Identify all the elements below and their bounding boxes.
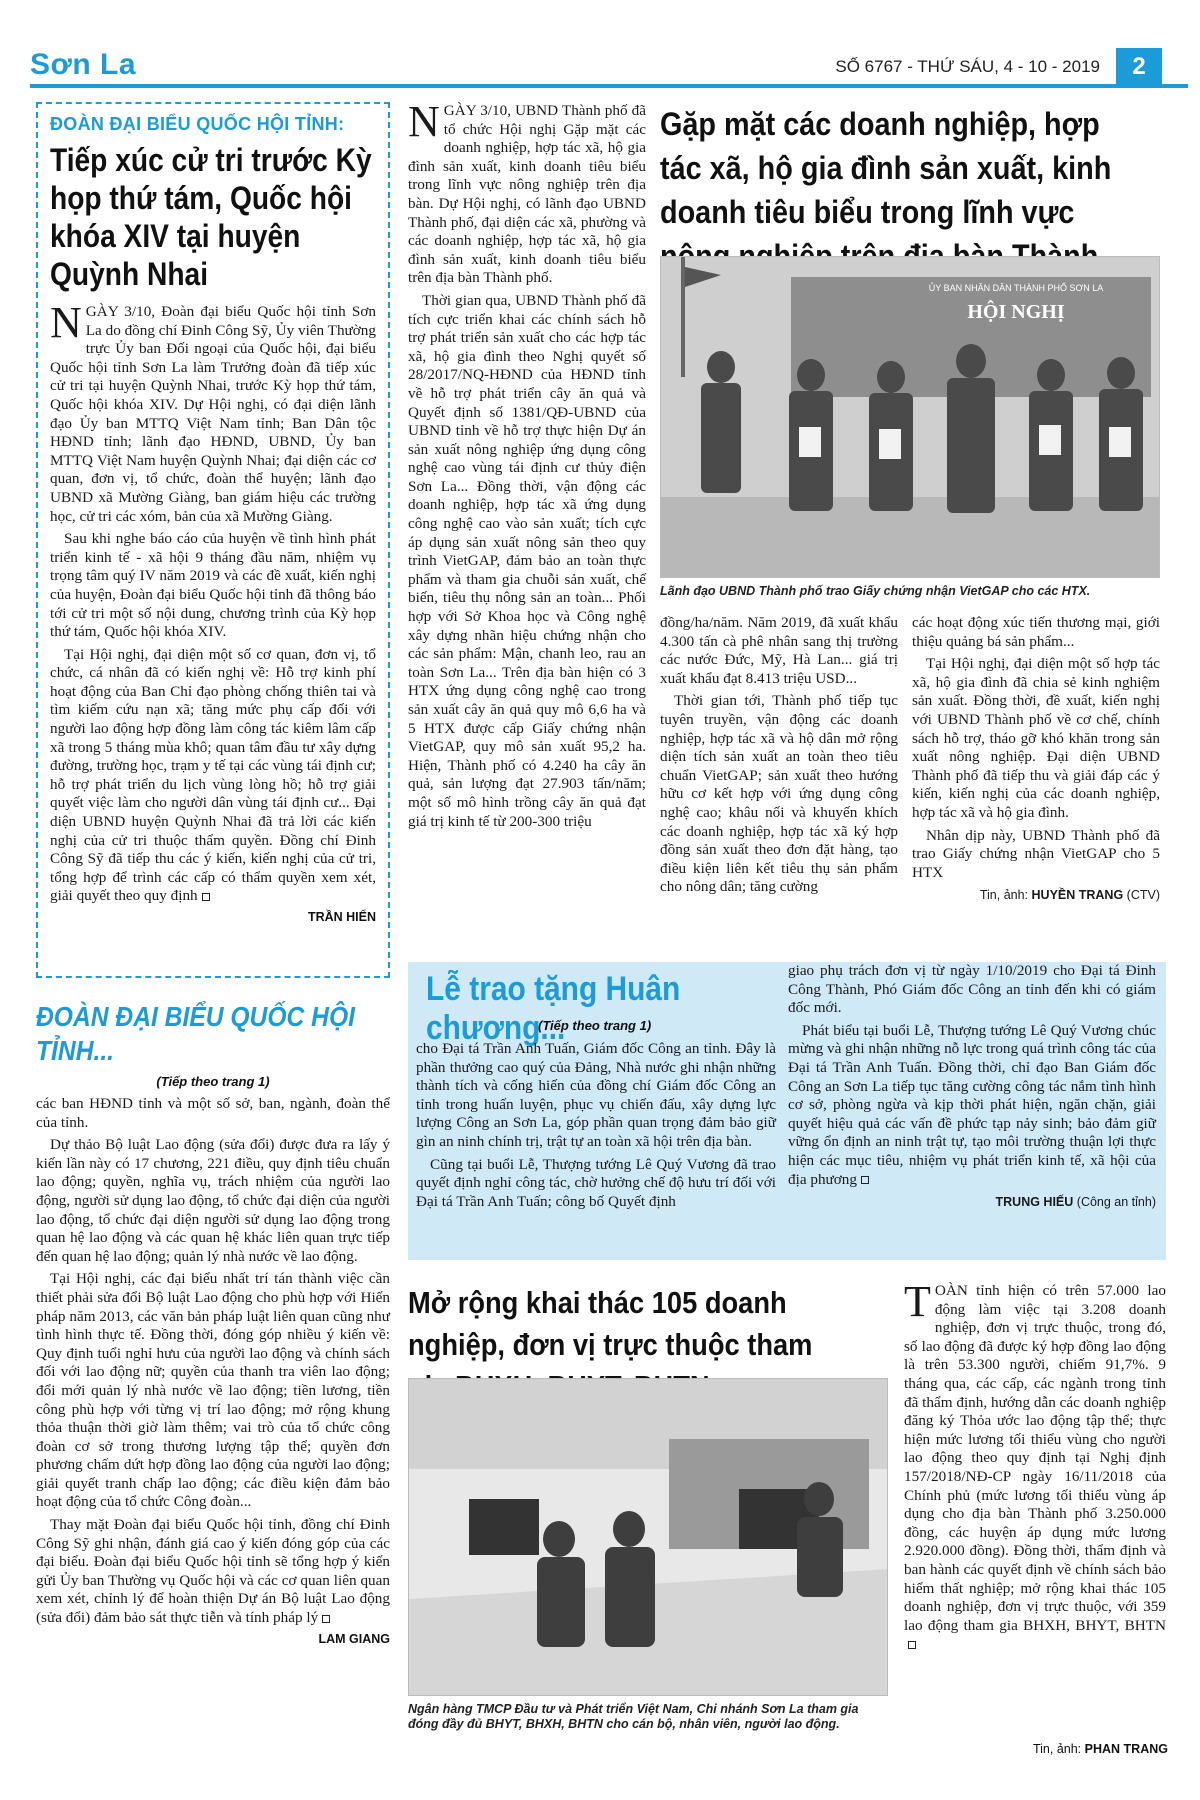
paragraph: Thời gian qua, UBND Thành phố đã tích cực triển khai các chính sách hỗ trợ phát triển sản xuất cho các hợp tác xã, hộ gia đình theo Nghị quyết số 28/2017/NQ-HĐND của HĐND tỉnh về hỗ trợ phát triển cây ăn quả và Quyết định số 1381/QĐ-UBND của UBND tỉnh về hỗ trợ thực hiện Dự án sản xuất nông nghiệp ứng dụng công nghệ cao vùng tái định cư thủy điện Sơn La... Đồng thời, vận động các doanh nghiệp, hợp tác xã ứng dụng công nghệ cao vào sản xuất; tích cực áp dụng sản xuất nông sản theo quy trình VietGAP, đảm bảo an toàn thực phẩm và tham gia chuỗi sản xuất, chế biến, tiêu thụ nông sản an toàn... Phối hợp với Sở Khoa học và Công nghệ xây dựng nhãn hiệu chứng nhận cho các sản phẩm: Mận, chanh leo, rau an toàn Sơn La... Trên địa bàn hiện có 3 HTX ứng dụng công nghệ cao trong sản xuất cây ăn quả quy mô 6,6 ha và 5 HTX được cấp Giấy chứng nhận VietGAP, quy mô sản xuất 95,2 ha. Hiện, Thành phố có 4.240 ha cây ăn quả, sản lượng đạt 27.903 tấn/năm; một số mô hình trồng cây ăn quả đạt giá trị kinh tế từ 200-300 triệu	[408, 291, 646, 830]
paragraph: các hoạt động xúc tiến thương mại, giới thiệu quảng bá sản phẩm...	[912, 614, 1160, 650]
masthead-rule	[30, 84, 1188, 88]
continued-note: (Tiếp theo trang 1)	[538, 1018, 652, 1033]
end-mark-icon	[202, 893, 210, 901]
article-medal-ceremony	[408, 962, 1166, 1260]
article-body-bhxh	[904, 1277, 1166, 1658]
page-number: 2	[1116, 48, 1162, 86]
paragraph: giao phụ trách đơn vị từ ngày 1/10/2019 cho Đại tá Đinh Công Thành, Phó Giám đốc Công an tỉnh đến khi có giám đốc mới.	[788, 962, 1156, 1017]
banner-title: HỘI NGHỊ	[967, 301, 1065, 323]
paragraph: Tại Hội nghị, các đại biểu nhất trí tán thành việc cần thiết phải sửa đổi Bộ luật Lao động cho phù hợp với Hiến pháp năm 2013, các văn bản pháp luật liên quan cũng như tình hình thực tế. Đồng thời, đóng góp nhiều ý kiến về: Quy định tuổi nghỉ hưu của người lao động và chính sách đối với lao động nữ; quyền của thanh tra viên lao động; đổi mới quản lý nhà nước về lao động; tiền lương, tiền công phù hợp với từng vị trí lao động; mở rộng khung thỏa thuận thời giờ làm thêm; vai trò của tổ chức công đoàn cơ sở trong thương lượng tập thể; quyền đơn phương chấm dứt hợp đồng lao động của người lao động; giải quyết tranh chấp lao động; các điều kiện đảm bảo hoạt động của tổ chức Công đoàn...	[36, 1270, 390, 1511]
drop-cap: T	[904, 1277, 931, 1326]
paragraph: Tại Hội nghị, đại diện một số cơ quan, đơn vị, tổ chức, cá nhân đã có kiến nghị về: Hỗ trợ kinh phí hoạt động của Ban Chỉ đạo phòng chống thiên tai và tìm kiếm cứu nạn xã; tăng mức phụ cấp đối với người lao động hợp đồng làm công tác kiêm lâm cấp xã trong 5 tháng mùa khô; quan tâm đầu tư xây dựng đường, trường học, trạm y tế tại các vùng tái định cư; hỗ trợ phát triển du lịch vùng lòng hồ; hỗ trợ giải quyết việc làm cho người dân vùng tái định cư... Đại diện UBND huyện Quỳnh Nhai đã trả lời các kiến nghị của cử tri thuộc thẩm quyền. Đồng chí Đinh Công Sỹ đã tiếp thu các ý kiến, kiến nghị của cử tri, tổng hợp để trình các cấp có thẩm quyền xem xét, giải quyết theo quy định	[50, 645, 376, 905]
drop-cap: N	[50, 298, 82, 347]
paragraph: Dự thảo Bộ luật Lao động (sửa đổi) được đưa ra lấy ý kiến lần này có 17 chương, 221 điều, quy định tiêu chuẩn lao động; quyền, nghĩa vụ, trách nhiệm của người lao động, người sử dụng lao động, tổ chức đại diện của người lao động, tổ chức đại diện người sử dụng lao động trong quan hệ lao động và các quan hệ khác liên quan trực tiếp đến quan hệ lao động; quản lý nhà nước về lao động.	[36, 1136, 390, 1265]
photo-caption: Ngân hàng TMCP Đầu tư và Phát triển Việt Nam, Chi nhánh Sơn La tham gia đóng đầy đủ BHYT, BHXH, BHTN cho cán bộ, nhân viên, người lao động.	[408, 1702, 859, 1731]
masthead	[0, 0, 1200, 84]
paragraph: cho Đại tá Trần Anh Tuấn, Giám đốc Công an tỉnh. Đây là phần thưởng cao quý của Đảng, Nhà nước ghi nhận những thành tích và cống hiến của đồng chí Giám đốc Công an tỉnh trong huấn luyện, phục vụ chiến đấu, xây dựng lực lượng Công an Sơn La, góp phần quan trọng đảm bảo giữ gìn an ninh chính trị, trật tự an toàn xã hội trên địa bàn.	[416, 1040, 776, 1150]
byline: TRẦN HIỂN	[307, 910, 376, 924]
byline: LAM GIANG	[318, 1631, 390, 1646]
article-body-col1	[416, 1040, 776, 1215]
byline-suffix: (Công an tỉnh)	[1076, 1195, 1156, 1210]
article-headline: Tiếp xúc cử tri trước Kỳ họp thứ tám, Quốc hội khóa XIV tại huyện Quỳnh Nhai	[50, 142, 372, 292]
article-body-col2	[788, 962, 1156, 1212]
article-headline: ĐOÀN ĐẠI BIỂU QUỐC HỘI TỈNH...	[36, 1001, 355, 1066]
drop-cap: N	[408, 97, 440, 146]
paragraph: OÀN tỉnh hiện có trên 57.000 lao động làm việc tại 3.208 doanh nghiệp, đơn vị trực thuộc, trong đó, số lao động đã được ký hợp đồng lao động là trên 53.300 người, chiếm 91,7%. 9 tháng qua, các cấp, các ngành trong tỉnh đã thẩm định, hướng dẫn các doanh nghiệp đăng ký Thỏa ước lao động tập thể; thực hiện mức lương tối thiểu vùng cho người lao động theo quy định tại Nghị định 157/2018/NĐ-CP ngày 16/11/2018 của Chính phủ (mức lương tối thiểu vùng áp dụng cho địa bàn Thành phố 3.250.000 đồng, các huyện áp dụng mức lương 2.920.000 đồng). Đồng thời, thẩm định và ban hành các quyết định về chính sách bảo hiểm thất nghiệp; mở rộng khai thác 105 doanh nghiệp, đơn vị trực thuộc, với 359 lao động tham gia BHXH, BHYT, BHTN	[904, 1282, 1166, 1634]
article-vietgap-col2	[660, 614, 898, 901]
credit-line	[1033, 1742, 1168, 1756]
issue-info: SỐ 6767 - THỨ SÁU, 4 - 10 - 2019	[835, 57, 1100, 76]
paragraph: các ban HĐND tỉnh và một số sở, ban, ngành, đoàn thể của tỉnh.	[36, 1095, 390, 1131]
article-headline: Lễ trao tặng Huân chương...	[426, 970, 681, 1047]
article-vietgap-col1	[408, 97, 646, 972]
paragraph: đồng/ha/năm. Năm 2019, đã xuất khẩu 4.300 tấn cà phê nhân sang thị trường các nước Đức, Mỹ, Hà Lan... giá trị xuất khẩu đạt 8.413 triệu USD...	[660, 614, 898, 687]
article-body	[50, 298, 376, 906]
credit-name: PHAN TRANG	[1084, 1742, 1168, 1756]
article-quynh-nhai	[36, 102, 390, 978]
banner-org: ỦY BAN NHÂN DÂN THÀNH PHỐ SƠN LA	[928, 283, 1104, 293]
article-continuation-qh	[36, 1000, 390, 1770]
paragraph: Sau khi nghe báo cáo của huyện về tình hình phát triển kinh tế - xã hội 9 tháng đầu năm, nhiệm vụ trọng tâm quý IV năm 2019 và các đề xuất, kiến nghị của huyện, Đoàn đại biểu Quốc hội tỉnh đã thông báo tới cử tri một số nội dung, chương trình của Kỳ họp thứ tám, Quốc hội khóa XIV.	[50, 530, 376, 641]
paragraph: Thời gian tới, Thành phố tiếp tục tuyên truyền, vận động các doanh nghiệp, hợp tác xã và hộ dân mở rộng diện tích sản xuất an toàn theo tiêu chuẩn VietGAP; sản xuất theo hướng hữu cơ kết hợp với ứng dụng công nghệ cao; khâu nối và khuyến khích các doanh nghiệp, hợp tác xã ký hợp đồng sản xuất theo đơn đặt hàng, tạo điều kiện liên kết tiêu thụ sản phẩm cho nông dân; tăng cường	[660, 692, 898, 896]
article-vietgap-col3	[912, 614, 1160, 905]
byline-name: TRUNG HIẾU	[995, 1195, 1074, 1210]
paragraph: Phát biểu tại buổi Lễ, Thượng tướng Lê Quý Vương chúc mừng và ghi nhận những nỗ lực trong quá trình công tác của Đại tá Trần Anh Tuấn. Đồng thời, chỉ đạo Ban Giám đốc Công an Sơn La tiếp tục tăng cường công tác nắm tình hình cơ sở, phòng ngừa và kịp thời phát hiện, ngăn chặn, giải quyết hiệu quả các vấn đề phức tạp nảy sinh; bảo đảm giữ vững ổn định an ninh trật tự, tạo môi trường thuận lợi thực hiện các mục tiêu, nhiệm vụ phát triển kinh tế, xã hội của địa phương	[788, 1021, 1157, 1188]
article-headline-bhxh: Mở rộng khai thác 105 doanh nghiệp, đơn vị trực thuộc tham	[408, 1285, 813, 1362]
paragraph: Tại Hội nghị, đại diện một số hợp tác xã, hộ gia đình đã chia sẻ kinh nghiệm sản xuất. Đồng thời, đề xuất, kiến nghị với UBND Thành phố về cơ chế, chính sách hỗ trợ, tháo gỡ khó khăn trong sản xuất nông nghiệp. Đại diện UBND Thành phố đã tiếp thu và giải đáp các ý kiến, kiến nghị của các doanh nghiệp, hợp tác xã và hộ gia đình.	[912, 655, 1160, 821]
credit-suffix: (CTV)	[1126, 888, 1160, 903]
end-mark-icon	[861, 1176, 869, 1184]
credit-label: Tin, ảnh:	[979, 888, 1029, 903]
photo-caption: Lãnh đạo UBND Thành phố trao Giấy chứng nhận VietGAP cho các HTX.	[660, 584, 1091, 598]
paragraph: GÀY 3/10, UBND Thành phố đã tổ chức Hội nghị Gặp mặt các doanh nghiệp, hợp tác xã, hộ gia đình sản xuất, kinh doanh tiêu biểu trong lĩnh vực nông nghiệp trên địa bàn. Dự Hội nghị, có lãnh đạo UBND Thành phố, đại diện các xã, phường và các doanh nghiệp, hợp tác xã, hộ gia đình sản xuất, kinh doanh tiêu biểu trên địa bàn Thành phố.	[408, 102, 646, 287]
photo-vietgap-ceremony	[660, 256, 1160, 578]
bank-photo	[409, 1379, 888, 1696]
end-mark-icon	[322, 1615, 330, 1623]
byline	[788, 1193, 1156, 1212]
photo-bank-counter	[408, 1378, 888, 1696]
paragraph: Cũng tại buổi Lễ, Thượng tướng Lê Quý Vương đã trao quyết định nghỉ công tác, chờ hưởng chế độ hưu trí đối với Đại tá Trần Anh Tuấn; công bố Quyết định	[416, 1155, 776, 1210]
paragraph: Nhân dịp này, UBND Thành phố đã trao Giấy chứng nhận VietGAP cho 5 HTX	[912, 826, 1160, 881]
brand-name: Sơn La	[30, 48, 137, 81]
continued-note: (Tiếp theo trang 1)	[156, 1074, 270, 1089]
article-body	[36, 1095, 390, 1628]
credit-label: Tin, ảnh:	[1032, 1742, 1082, 1756]
credit-name: HUYỀN TRANG	[1031, 888, 1124, 903]
paragraph: GÀY 3/10, Đoàn đại biểu Quốc hội tỉnh Sơn La do đồng chí Đinh Công Sỹ, Ủy viên Thường trực Ủy ban Đối ngoại của Quốc hội, đại biểu Quốc hội tỉnh Sơn La làm Trưởng đoàn đã tiếp xúc cử tri tại huyện Quỳnh Nhai, trước Kỳ họp thứ tám, Quốc hội khóa XIV. Dự Hội nghị, có đại diện lãnh đạo Ủy ban MTTQ Việt Nam tỉnh; Ban Dân tộc HĐND tỉnh; lãnh đạo HĐND, UBND, Ủy ban MTTQ Việt Nam huyện Quỳnh Nhai; đại diện các cơ quan, đơn vị, tổ chức, đoàn thể huyện; lãnh đạo UBND xã Mường Giàng, ban giám hiệu các trường học, cử tri các xóm, bản của xã Mường Giàng.	[50, 303, 376, 525]
end-mark-icon	[908, 1641, 916, 1649]
paragraph: Thay mặt Đoàn đại biểu Quốc hội tỉnh, đồng chí Đinh Công Sỹ ghi nhận, đánh giá cao ý kiến đóng góp của các đại biểu. Đoàn đại biểu Quốc hội tỉnh sẽ tổng hợp ý kiến gửi Ủy ban Thường vụ Quốc hội và các cơ quan liên quan xem xét, chỉnh lý để hoàn thiện Dự án Bộ luật Lao động (sửa đổi) đảm bảo sát thực tiễn và tính pháp lý	[36, 1516, 390, 1627]
credit-line	[912, 886, 1160, 905]
article-headline-vietgap: Gặp mặt các doanh nghiệp, hợp tác xã, hộ gia đình sản xuất, kinh doanh tiêu biểu trong lĩnh vực	[660, 106, 1112, 230]
article-kicker: ĐOÀN ĐẠI BIỂU QUỐC HỘI TỈNH:	[50, 114, 345, 134]
